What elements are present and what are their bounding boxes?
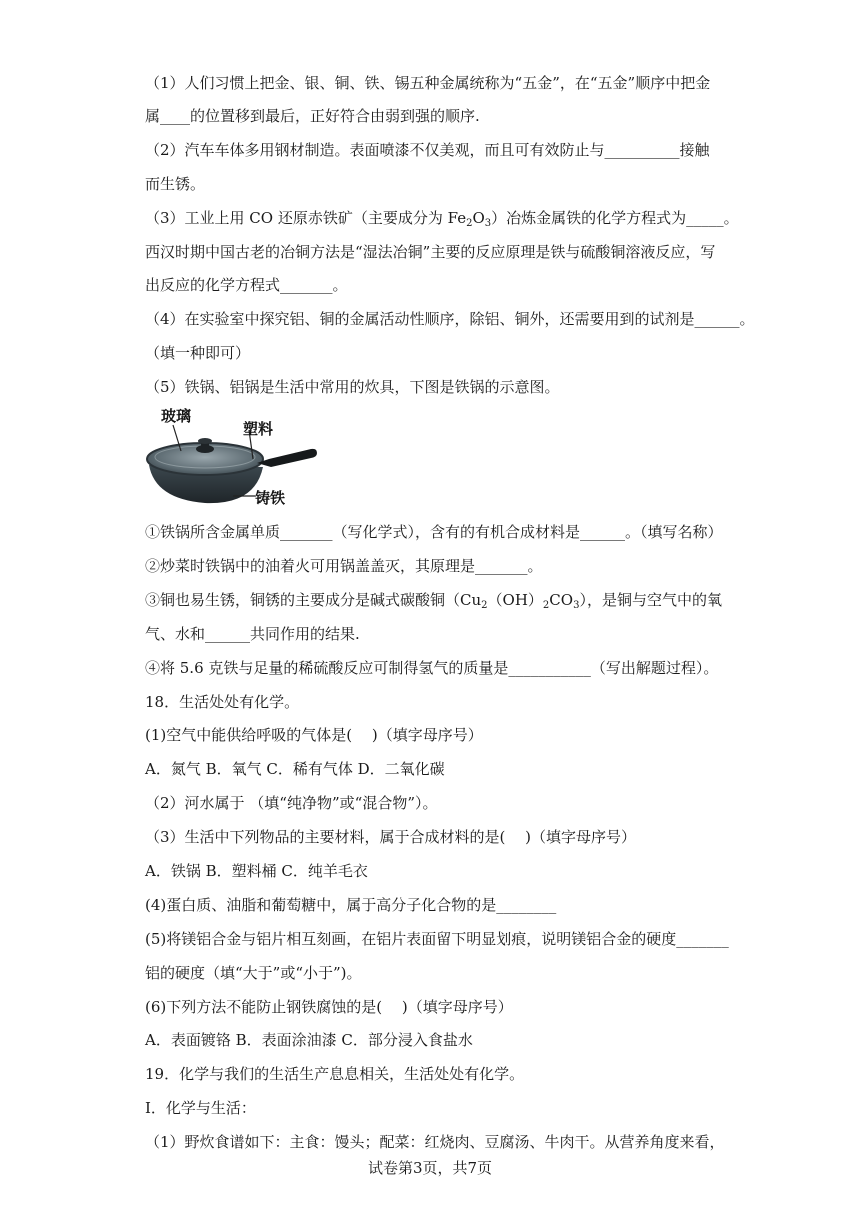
q-metal-five-line1: （1）人们习惯上把金、银、铜、铁、锡五种金属统称为“五金”，在“五金”顺序中把金 bbox=[145, 74, 711, 92]
q-cu-sub2: 2 bbox=[542, 600, 550, 611]
q-activity-line1: （4）在实验室中探究铝、铜的金属活动性顺序，除铝、铜外，还需要用到的试剂是______。 bbox=[145, 310, 755, 328]
label-glass: 玻璃 bbox=[161, 407, 192, 425]
q-cookware-sub2: ②炒菜时铁锅中的油着火可用锅盖盖灭，其原理是_______。 bbox=[145, 557, 543, 575]
q-hematite-text-a: （3）工业上用 CO 还原赤铁矿（主要成分为 Fe bbox=[145, 209, 467, 227]
q18-part5-line2: 铝的硬度（填“大于”或“小于”)。 bbox=[145, 964, 362, 982]
q18-part6: (6)下列方法不能防止钢铁腐蚀的是( )（填字母序号） bbox=[145, 998, 513, 1016]
q-cookware-sub3-line1 bbox=[145, 590, 722, 610]
q-hematite-text-b: O bbox=[472, 209, 485, 227]
q18-title: 18．生活处处有化学。 bbox=[145, 693, 300, 711]
q18-part2: （2）河水属于 （填“纯净物”或“混合物”）。 bbox=[145, 794, 438, 812]
q-activity-line2: （填一种即可） bbox=[145, 344, 251, 362]
q-hematite-sub2: 3 bbox=[484, 218, 492, 229]
q-cookware-sub3-line2: 气、水和______共同作用的结果. bbox=[145, 625, 360, 643]
q-hematite-line3: 出反应的化学方程式_______。 bbox=[145, 276, 348, 294]
q-cu-sub1: 2 bbox=[481, 600, 488, 611]
q18-part3-options: A．铁锅 B．塑料桶 C．纯羊毛衣 bbox=[145, 862, 368, 880]
q-car-body-line1: （2）汽车车体多用钢材制造。表面喷漆不仅美观，而且可有效防止与__________接触 bbox=[145, 141, 710, 159]
pan-handle-shape bbox=[257, 449, 317, 467]
q-cu-text-a: ③铜也易生锈，铜锈的主要成分是碱式碳酸铜（Cu bbox=[145, 591, 482, 609]
q-cu-text-d: ），是铜与空气中的氧 bbox=[579, 591, 722, 609]
q19-title: 19．化学与我们的生活生产息息相关，生活处处有化学。 bbox=[145, 1065, 525, 1083]
q18-part1-options: A．氮气 B．氧气 C．稀有气体 D．二氧化碳 bbox=[145, 760, 445, 778]
label-cast-iron: 铸铁 bbox=[255, 489, 286, 507]
q-hematite-text-c: ）冶炼金属铁的化学方程式为_____。 bbox=[491, 209, 739, 227]
q18-part4: (4)蛋白质、油脂和葡萄糖中，属于高分子化合物的是________ bbox=[145, 896, 557, 914]
q19-section-i: I．化学与生活： bbox=[145, 1099, 256, 1117]
q-cookware-sub4: ④将 5.6 克铁与足量的稀硫酸反应可制得氢气的质量是___________（写出解题过程）。 bbox=[145, 659, 719, 677]
q-hematite-line1 bbox=[145, 208, 739, 228]
page-footer: 试卷第3页，共7页 bbox=[367, 1159, 493, 1177]
q-cookware-intro: （5）铁锅、铝锅是生活中常用的炊具，下图是铁锅的示意图。 bbox=[145, 378, 560, 396]
q-metal-five-line2: 属____的位置移到最后，正好符合由弱到强的顺序. bbox=[145, 107, 480, 125]
q18-part5-line1: (5)将镁铝合金与铝片相互刻画，在铝片表面留下明显划痕，说明镁铝合金的硬度_______ bbox=[145, 930, 729, 948]
q-cu-sub3: 3 bbox=[573, 600, 580, 611]
q19-part1: （1）野炊食谱如下：主食：馒头；配菜：红烧肉、豆腐汤、牛肉干。从营养角度来看， bbox=[145, 1133, 725, 1151]
q-cookware-sub1: ①铁锅所含金属单质_______（写化学式），含有的有机合成材料是______。（填写名称） bbox=[145, 523, 723, 541]
q-hematite-sub1: 2 bbox=[466, 218, 473, 229]
label-plastic: 塑料 bbox=[243, 420, 274, 438]
q18-part1: (1)空气中能供给呼吸的气体是( )（填字母序号） bbox=[145, 726, 483, 744]
q18-part3: （3）生活中下列物品的主要材料，属于合成材料的是( )（填字母序号） bbox=[145, 828, 637, 846]
iron-pan-diagram bbox=[145, 405, 325, 511]
q-hematite-line2: 西汉时期中国古老的冶铜方法是“湿法冶铜”主要的反应原理是铁与硫酸铜溶液反应，写 bbox=[145, 243, 716, 261]
q18-part6-options: A．表面镀铬 B．表面涂油漆 C．部分浸入食盐水 bbox=[145, 1031, 473, 1049]
q-cu-text-c: CO bbox=[549, 591, 574, 609]
q-car-body-line2: 而生锈。 bbox=[145, 175, 206, 193]
q-cu-text-b: （OH） bbox=[487, 591, 543, 609]
